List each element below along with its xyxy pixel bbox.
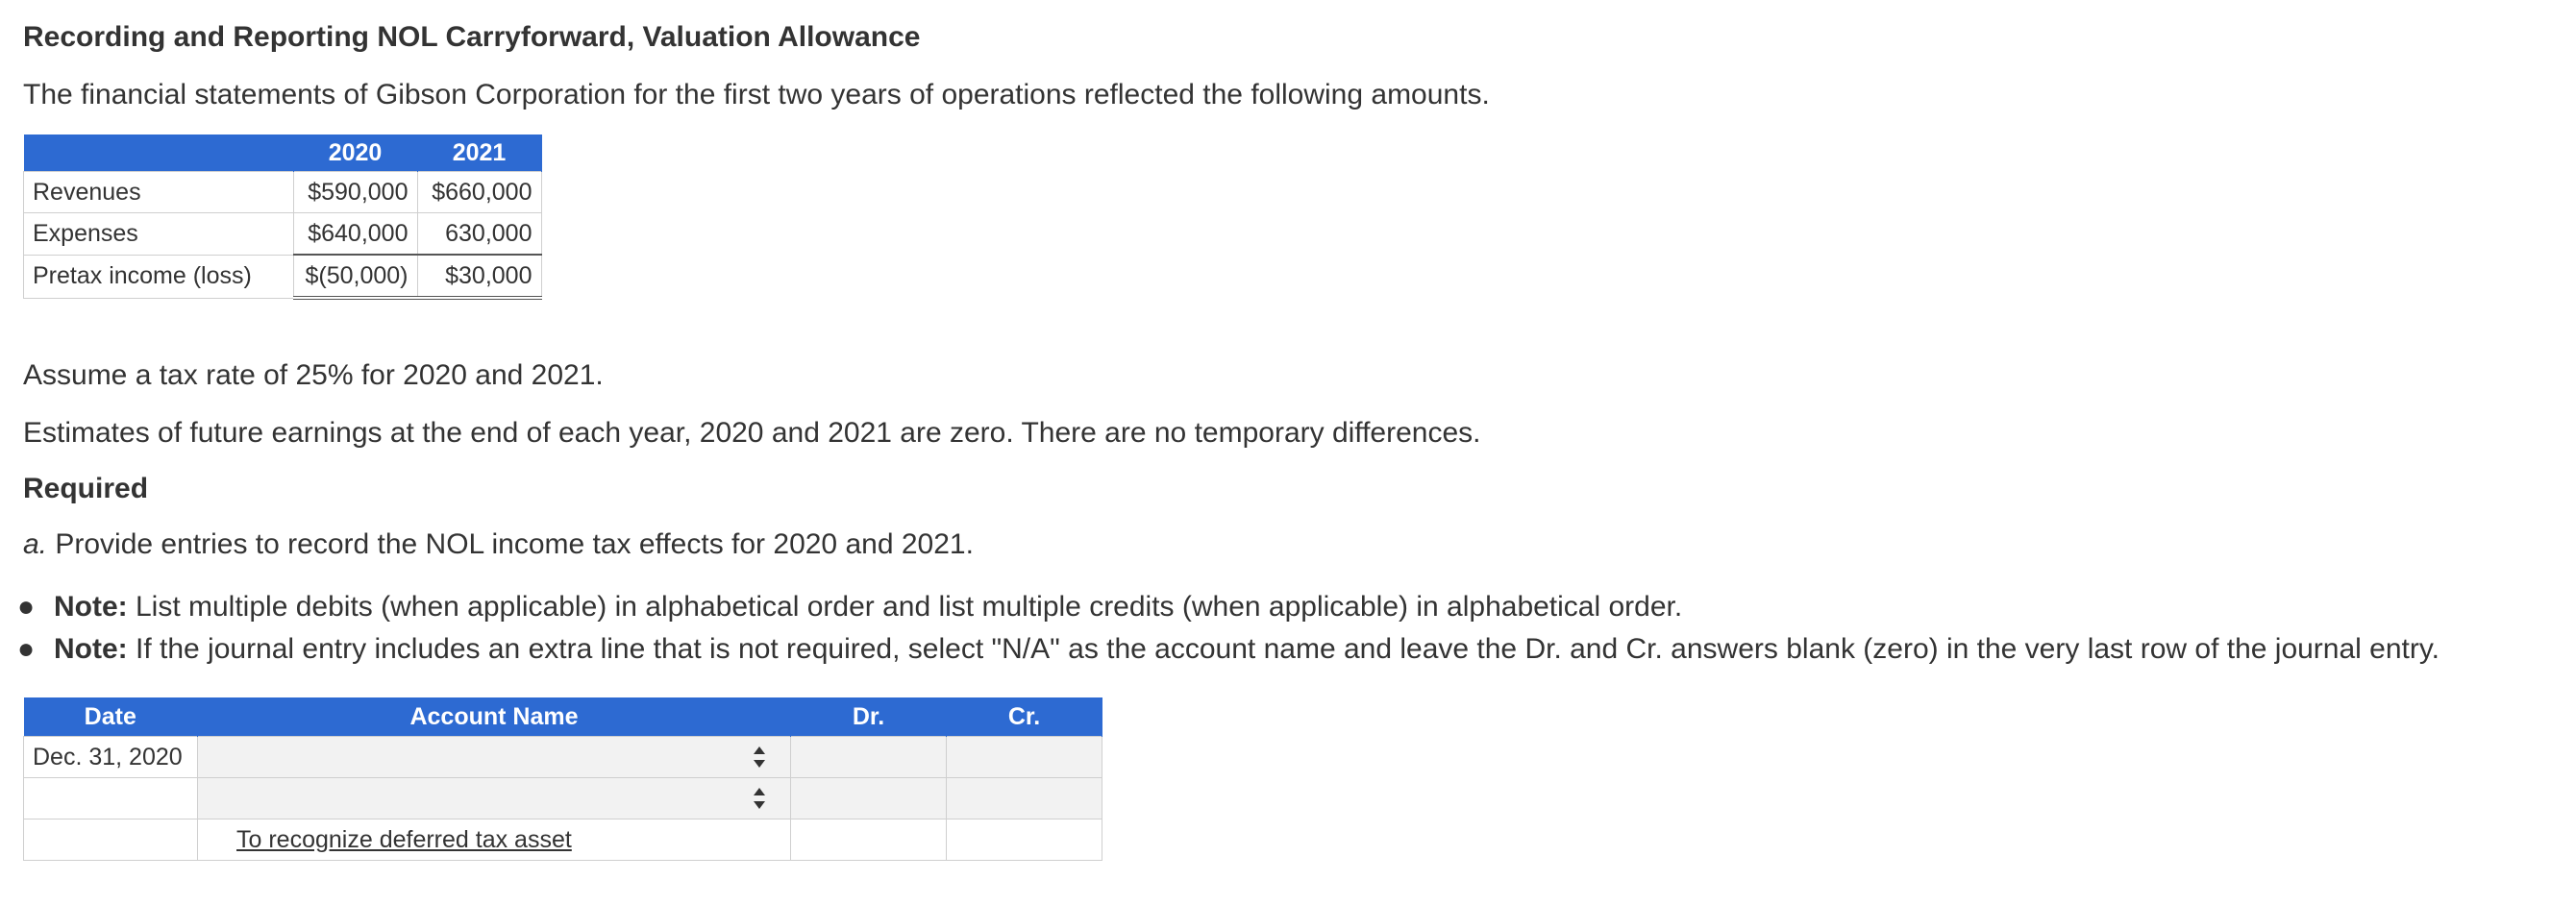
bullet-icon: ● — [17, 633, 36, 665]
notes-list — [17, 586, 2440, 671]
financial-row-expenses — [24, 213, 542, 256]
intro-text: The financial statements of Gibson Corporation for the first two years of operations reflected the following amounts. — [23, 79, 1490, 110]
credit-input[interactable] — [947, 778, 1102, 819]
journal-date: Dec. 31, 2020 — [24, 737, 198, 778]
required-heading: Required — [23, 473, 149, 504]
value-2020: $590,000 — [293, 172, 417, 213]
bullet-icon: ● — [17, 591, 36, 623]
row-label: Revenues — [24, 172, 294, 213]
journal-row — [24, 737, 1102, 778]
financial-header-blank — [24, 135, 294, 172]
memo-dr-blank — [791, 819, 947, 861]
journal-memo — [198, 819, 791, 861]
problem-title: Recording and Reporting NOL Carryforward, Valuation Allowance — [23, 21, 921, 53]
journal-header-dr: Dr. — [791, 697, 947, 737]
credit-input[interactable] — [947, 737, 1102, 778]
part-a-text: Provide entries to record the NOL income tax effects for 2020 and 2021. — [47, 528, 974, 560]
memo-text: To recognize deferred tax asset — [236, 825, 572, 853]
tax-rate-text: Assume a tax rate of 25% for 2020 and 2021. — [23, 359, 604, 391]
journal-header-date: Date — [24, 697, 198, 737]
value-2020: $640,000 — [293, 213, 417, 256]
select-arrows-icon — [752, 786, 767, 811]
value-2021: $660,000 — [417, 172, 541, 213]
financial-table — [23, 135, 542, 300]
note-text: If the journal entry includes an extra line that is not required, select "N/A" as the account name and leave the Dr. and Cr. answers blank (zero) in the very last row of the journal entry. — [127, 633, 2440, 665]
account-name-select[interactable] — [198, 778, 791, 819]
value-2020: $(50,000) — [293, 255, 417, 298]
estimates-text: Estimates of future earnings at the end of each year, 2020 and 2021 are zero. There are no temporary differences. — [23, 417, 1481, 449]
note-label: Note: — [54, 591, 128, 623]
financial-row-revenues — [24, 172, 542, 213]
journal-memo-row — [24, 819, 1102, 861]
account-name-select[interactable] — [198, 737, 791, 778]
journal-header-cr: Cr. — [947, 697, 1102, 737]
value-2021: $30,000 — [417, 255, 541, 298]
row-label: Expenses — [24, 213, 294, 256]
journal-entry-table — [23, 697, 1102, 861]
part-a-letter: a. — [23, 528, 48, 560]
journal-date — [24, 778, 198, 819]
journal-header-account: Account Name — [198, 697, 791, 737]
row-label: Pretax income (loss) — [24, 255, 294, 298]
financial-header-row — [24, 135, 542, 172]
note-item — [17, 586, 2440, 628]
select-arrows-icon — [752, 745, 767, 770]
part-a-instruction — [23, 528, 974, 561]
note-label: Note: — [54, 633, 128, 665]
financial-row-pretax — [24, 255, 542, 298]
note-text: List multiple debits (when applicable) in alphabetical order and list multiple credits (when applicable) in alphabetical order. — [127, 591, 1683, 623]
value-2021: 630,000 — [417, 213, 541, 256]
journal-header-row — [24, 697, 1102, 737]
note-item — [17, 628, 2440, 671]
memo-cr-blank — [947, 819, 1102, 861]
debit-input[interactable] — [791, 778, 947, 819]
journal-row — [24, 778, 1102, 819]
debit-input[interactable] — [791, 737, 947, 778]
memo-date-blank — [24, 819, 198, 861]
financial-header-2020: 2020 — [293, 135, 417, 172]
financial-header-2021: 2021 — [417, 135, 541, 172]
